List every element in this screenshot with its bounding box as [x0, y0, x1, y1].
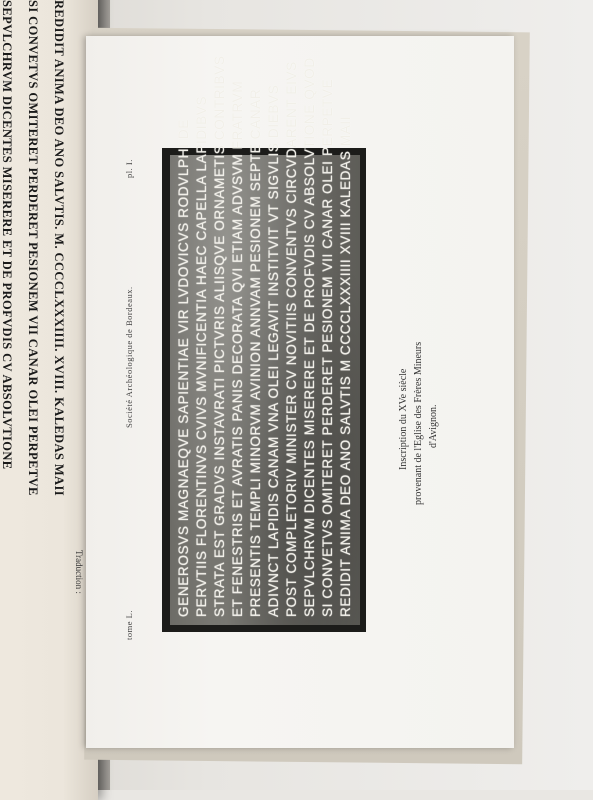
stone-line: ADIVNCT LAPIDIS CANAM VNA OLEI LEGAVIT INSTITVIT VT SIGVLIS DIEBVS: [266, 84, 281, 617]
caption-line: provenant de l'Eglise des Frères Mineurs: [413, 341, 424, 505]
left-inscription-line: SEPVLCHRVM DICENTES MISERERE ET DE PROFVDIS CV ABSOLVTIONE: [0, 0, 14, 470]
stone-line: REDIDIT ANIMA DEO ANO SALVTIS M CCCCLXXXIIII XVIII KALEDAS MAII: [338, 115, 353, 617]
stone-line: ET FENESTRIS ET AVRATIS PANIS DECORATA QVI ETIAM ADVSVM FRATRVM: [230, 80, 245, 617]
stone-line: PRESENTIS TEMPLI MINORVM AVINION ANNVAM PESIONEM SEPTE CANAR: [248, 88, 263, 617]
header-volume: tome L.: [124, 610, 134, 640]
stone-line: SI CONVETVS OMITERET PERDERET PESIONEM VII CANAR OLEI PERPETVE: [320, 78, 335, 617]
header-society: Société Archéologique de Bordeaux.: [124, 286, 134, 428]
header-plate-number: pl. I.: [124, 159, 134, 178]
caption-line: Inscription du XVe siècle: [398, 368, 409, 470]
stone-line: SEPVLCHRVM DICENTES MISERERE ET DE PROFVDIS CV ABSOLVTIONE QVOD: [302, 57, 317, 617]
stone-line: STRATA EST GRADVS INSTAVRATI PICTVRIS ALIISQVE ORNAMETIS CONTRIBVS: [212, 55, 227, 617]
inscription-stone-photo: [170, 55, 360, 625]
stone-line: POST COMPLETORIV MINISTER CV NOVITIIS CONVENTVS CIRCVDARENT EIVS: [284, 61, 299, 617]
caption-line: d'Avignon.: [428, 404, 439, 448]
left-inscription-line: REDIDIT ANIMA DEO ANO SALVTIS. M. CCCCLXXXIIII. XVIII. KALEDAS MAII: [52, 0, 66, 496]
stone-line: GENEROSVS MAGNAEQVE SAPIENTIAE VIR LVDOVICVS RODVLPHI DE: [176, 119, 191, 617]
stone-inscription: [170, 55, 360, 625]
translation-heading: Traduction :: [74, 550, 84, 594]
left-inscription-line: SI CONVETVS OMITERET PERDERET PESIONEM VII CANAR OLEI PERPETVE: [26, 0, 40, 496]
left-page-text: [0, 0, 98, 790]
stone-line: PERVTIIS FLORENTINVS CVIVS MVNIFICENTIA HAEC CAPELLA LAPIDIBVS: [194, 95, 209, 617]
left-page: [0, 0, 98, 800]
